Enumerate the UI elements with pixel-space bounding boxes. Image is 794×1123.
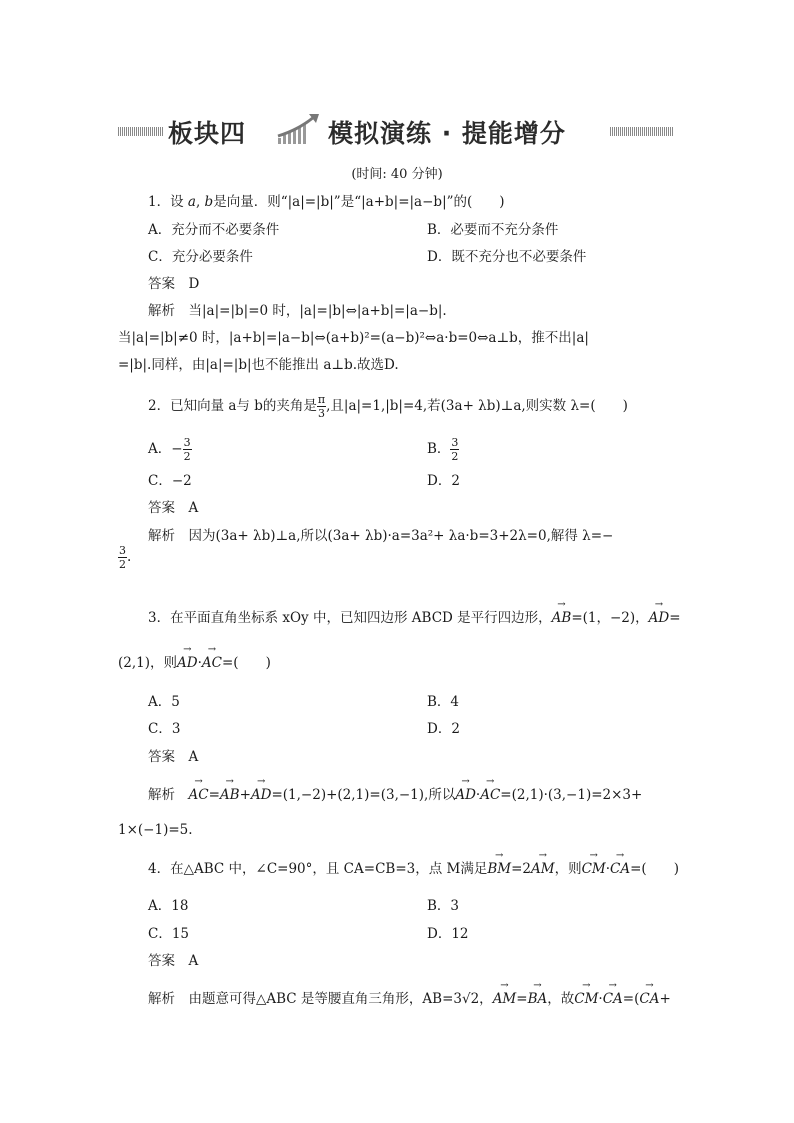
q3-sol-vec-ad2: → AD bbox=[455, 785, 476, 805]
q2-opt-b-den: 2 bbox=[451, 450, 459, 463]
q2-stem-text: 2．已知向量 a与 b的夹角是 bbox=[148, 398, 317, 414]
q2-opt-a-num: 3 bbox=[183, 436, 191, 449]
q2-opt-b-label: B． bbox=[427, 441, 451, 457]
q3-stem-b: =(1，−2)， bbox=[571, 610, 649, 626]
q4-vec-ca: → CA bbox=[610, 859, 630, 879]
q3-line2-b: =( ) bbox=[221, 655, 271, 671]
q4-stem-c: ，则 bbox=[554, 861, 582, 877]
q3-sol-vec-ac2: → AC bbox=[480, 785, 500, 805]
q2-stem bbox=[148, 393, 628, 420]
q3-vec-ad: → AD bbox=[649, 608, 670, 628]
q1-stem-rest: 是向量．则“|a|=|b|”是“|a+b|=|a−b|”的( ) bbox=[213, 194, 505, 210]
q3-sol-vec-ab: → AB bbox=[220, 785, 240, 805]
q4-option-c: C．15 bbox=[148, 926, 190, 942]
q1-solution-2: 当|a|=|b|≠0 时，|a+b|=|a−b|⇔(a+b)²=(a−b)²⇔a·b=0⇔a⊥b，推不出|a| bbox=[118, 330, 589, 346]
q2-opt-a-den: 2 bbox=[183, 450, 191, 463]
banner-stripe-left bbox=[118, 127, 164, 136]
q3-sol-c: + bbox=[239, 787, 251, 803]
q3-solution-1 bbox=[148, 785, 642, 805]
q4-answer: 答案 A bbox=[148, 953, 199, 969]
q4-vec-am: → AM bbox=[531, 859, 555, 879]
q1-answer: 答案 D bbox=[148, 276, 200, 292]
q3-sol-vec-ad: → AD bbox=[251, 785, 272, 805]
bar-growth-icon bbox=[276, 112, 322, 146]
q2-frac-den: 3 bbox=[317, 407, 325, 420]
q1-solution-1: 解析 当|a|=|b|=0 时，|a|=|b|⇔|a+b|=|a−b|. bbox=[148, 303, 447, 319]
q3-sol-f: =(2,1)·(3,−1)=2×3+ bbox=[500, 787, 643, 803]
q2-opt-a-label: A．− bbox=[148, 441, 183, 457]
q4-sol-e: =( bbox=[622, 991, 640, 1007]
q4-stem bbox=[148, 859, 679, 879]
q2-sol-fraction bbox=[118, 544, 127, 571]
q4-sol-a: 解析 由题意可得△ABC 是等腰直角三角形，AB=3√2， bbox=[148, 991, 493, 1007]
q2-sol-tail: . bbox=[127, 549, 132, 565]
q3-stem bbox=[148, 608, 681, 628]
q3-sol-e: · bbox=[475, 787, 481, 803]
banner-title-right: 模拟演练 · 提能增分 bbox=[328, 119, 566, 148]
q4-stem-text: 4．在△ABC 中，∠C=90°，且 CA=CB=3，点 M满足 bbox=[148, 861, 488, 877]
q2-opt-b-num: 3 bbox=[451, 436, 459, 449]
q1-var-a: a bbox=[187, 194, 196, 210]
q3-vec-ac: → AC bbox=[202, 653, 222, 673]
q4-stem-e: =( ) bbox=[630, 861, 679, 877]
q4-stem-b: =2 bbox=[511, 861, 531, 877]
q3-option-b: B．4 bbox=[427, 694, 460, 710]
q1-option-d: D．既不充分也不必要条件 bbox=[427, 249, 587, 265]
q4-stem-d: · bbox=[605, 861, 611, 877]
q2-solution-2 bbox=[118, 544, 131, 571]
q1-option-c: C．充分必要条件 bbox=[148, 249, 253, 265]
q1-stem bbox=[148, 192, 505, 212]
q4-sol-vec-ca: → CA bbox=[603, 989, 623, 1009]
q2-option-b bbox=[427, 436, 459, 463]
q1-var-b: b bbox=[204, 194, 214, 210]
q2-stem-rest: ,且|a|=1,|b|=4,若(3a+ λb)⊥a,则实数 λ=( ) bbox=[326, 398, 628, 414]
q4-sol-vec-ba: → BA bbox=[528, 989, 548, 1009]
q3-option-c: C．3 bbox=[148, 721, 181, 737]
q3-sol-d: =(1,−2)+(2,1)=(3,−1),所以 bbox=[271, 787, 456, 803]
q1-solution-3: =|b|.同样，由|a|=|b|也不能推出 a⊥b.故选D. bbox=[118, 357, 399, 373]
q4-sol-c: ，故 bbox=[547, 991, 575, 1007]
q3-sol-a: 解析 bbox=[148, 787, 189, 803]
q3-vec-ab: → AB bbox=[552, 608, 572, 628]
q4-sol-d: · bbox=[598, 991, 603, 1007]
q3-stem-line2 bbox=[118, 653, 271, 673]
q2-sol-den: 2 bbox=[119, 558, 126, 571]
q3-line2-a: (2,1)，则 bbox=[118, 655, 178, 671]
q4-sol-vec-am: → AM bbox=[493, 989, 517, 1009]
q3-dot: · bbox=[197, 655, 202, 671]
q2-sol-num: 3 bbox=[119, 544, 126, 557]
q4-option-a: A．18 bbox=[148, 898, 189, 914]
q4-option-d: D．12 bbox=[427, 926, 469, 942]
q2-solution-1: 解析 因为(3a+ λb)⊥a,所以(3a+ λb)·a=3a²+ λa·b=3+2λ=0,解得 λ=− bbox=[148, 528, 614, 544]
q2-frac-num: π bbox=[317, 393, 326, 406]
q2-opt-a-fraction bbox=[183, 436, 192, 463]
q1-option-a: A．充分而不必要条件 bbox=[148, 222, 280, 238]
banner-title-left: 板块四 bbox=[168, 119, 247, 148]
q3-sol-b: = bbox=[208, 787, 220, 803]
q1-stem-text: 1．设 bbox=[148, 194, 188, 210]
banner-stripe-right bbox=[610, 127, 674, 136]
q2-option-c: C．−2 bbox=[148, 473, 192, 489]
q4-sol-vec-ca2: → CA bbox=[639, 989, 659, 1009]
q2-opt-b-fraction bbox=[450, 436, 459, 463]
q2-option-a bbox=[148, 436, 192, 463]
q3-stem-c: = bbox=[669, 610, 681, 626]
q4-sol-f: + bbox=[659, 991, 671, 1007]
q3-stem-text: 3．在平面直角坐标系 xOy 中，已知四边形 ABCD 是平行四边形， bbox=[148, 610, 552, 626]
section-banner bbox=[118, 112, 674, 150]
q3-answer: 答案 A bbox=[148, 749, 199, 765]
q4-sol-b: = bbox=[516, 991, 528, 1007]
time-note: (时间: 40 分钟) bbox=[351, 167, 443, 182]
q4-sol-vec-cm: → CM bbox=[574, 989, 598, 1009]
q2-option-d: D．2 bbox=[427, 473, 460, 489]
q2-angle-fraction bbox=[317, 393, 326, 420]
q3-vec-ad2: → AD bbox=[177, 653, 198, 673]
q4-vec-cm: → CM bbox=[582, 859, 606, 879]
q4-vec-bm: → BM bbox=[487, 859, 511, 879]
q3-sol-vec-ac: → AC bbox=[189, 785, 209, 805]
q1-comma: , bbox=[195, 194, 205, 210]
q3-option-d: D．2 bbox=[427, 721, 460, 737]
q1-option-b: B．必要而不充分条件 bbox=[427, 222, 559, 238]
q4-option-b: B．3 bbox=[427, 898, 460, 914]
q2-answer: 答案 A bbox=[148, 500, 199, 516]
q4-solution-1 bbox=[148, 989, 671, 1009]
q3-option-a: A．5 bbox=[148, 694, 180, 710]
q3-solution-2: 1×(−1)=5. bbox=[118, 822, 193, 838]
